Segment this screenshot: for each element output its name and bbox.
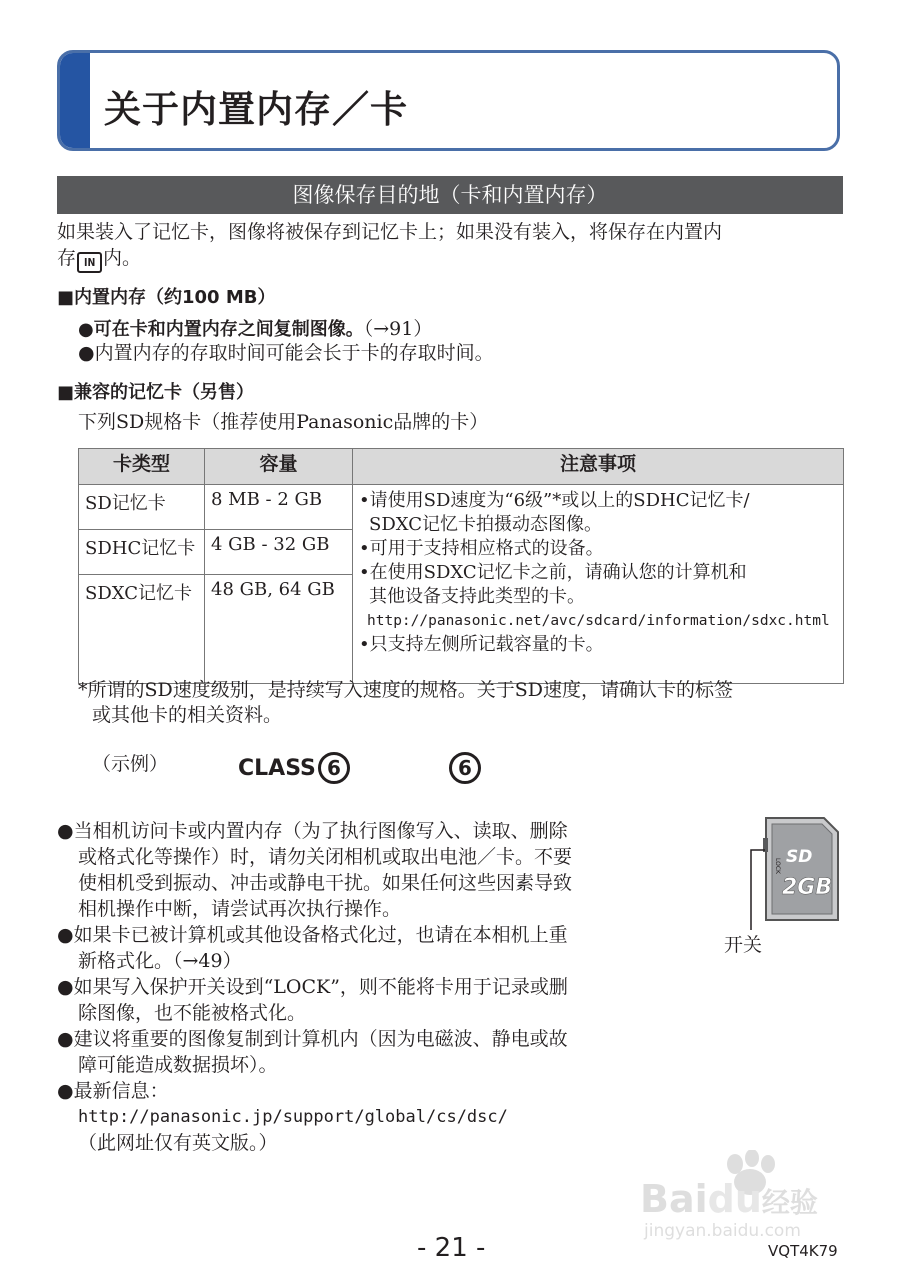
switch-label: 开关 [724, 934, 763, 956]
internal-memory-icon [77, 252, 102, 273]
note-supported-capacity: •只支持左侧所记载容量的卡。 [359, 634, 604, 655]
class-logo-text: CLASS [238, 755, 316, 781]
note-line: 障可能造成数据损坏）。 [78, 1054, 278, 1076]
svg-text:Baidu经验 [640, 1177, 818, 1221]
note-line: 新格式化。（→49） [78, 950, 242, 972]
internal-memory-heading: ■内置内存（约100 MB） [57, 287, 276, 308]
intro-text-post: 内。 [103, 247, 142, 269]
speed-6-logo [449, 751, 481, 785]
card-spec-table [78, 448, 844, 684]
footnote-line-1: *所谓的SD速度级别，是持续写入速度的规格。关于SD速度，请确认卡的标签 [78, 679, 734, 701]
intro-text-pre: 存 [57, 247, 77, 269]
note-line: 使相机受到振动、冲击或静电干扰。如果任何这些因素导致 [78, 872, 573, 894]
compatible-cards-heading: ■兼容的记忆卡（另售） [57, 382, 255, 403]
card-type-sdxc: SDXC记忆卡 [79, 575, 205, 684]
internal-memory-bullet-1 [78, 316, 432, 343]
document-code: VQT4K79 [768, 1242, 838, 1260]
page-number: - 21 - [417, 1233, 486, 1263]
copy-page-ref: （→91） [363, 318, 433, 340]
sd-logo: SD [786, 847, 813, 867]
column-header-capacity: 容量 [205, 449, 353, 485]
page-title: 关于内置内存／卡 [104, 88, 408, 131]
table-row [79, 485, 844, 530]
column-header-card-type: 卡类型 [79, 449, 205, 485]
watermark-brand-b: du [707, 1177, 762, 1221]
note-line: ●建议将重要的图像复制到计算机内（因为电磁波、静电或故 [57, 1028, 568, 1050]
note-line: ●最新信息： [57, 1080, 169, 1102]
capacity-sdxc: 48 GB, 64 GB [205, 575, 353, 684]
title-accent-bar [60, 53, 90, 148]
class-6-digit: 6 [326, 756, 341, 780]
note-sdxc-check-cont: 其他设备支持此类型的卡。 [369, 586, 585, 607]
capacity-sd: 8 MB - 2 GB [205, 485, 353, 530]
copy-note: ●可在卡和内置内存之间复制图像。 [78, 319, 364, 340]
example-label: （示例） [92, 753, 169, 775]
footnote-line-2: 或其他卡的相关资料。 [92, 704, 283, 726]
class-6-logo [238, 751, 350, 785]
watermark-brand-a: Bai [640, 1177, 708, 1221]
table-header-row [79, 449, 844, 485]
note-line: 相机操作中断，请尝试再次执行操作。 [78, 898, 402, 920]
note-line: ●当相机访问卡或内置内存（为了执行图像写入、读取、删除 [57, 820, 568, 842]
column-header-notes: 注意事项 [353, 449, 844, 485]
notes-cell [353, 485, 844, 684]
support-url: http://panasonic.jp/support/global/cs/dsc/ [78, 1107, 508, 1127]
watermark-url: jingyan.baidu.com [644, 1221, 801, 1241]
note-line: 或格式化等操作）时，请勿关闭相机或取出电池／卡。不要 [78, 846, 573, 868]
speed-6-ring-icon [449, 752, 481, 784]
class-6-ring-icon [318, 752, 350, 784]
note-line: ●如果写入保护开关设到“LOCK”，则不能将卡用于记录或删 [57, 976, 568, 998]
note-sdxc-check: •在使用SDXC记忆卡之前，请确认您的计算机和 [359, 562, 747, 583]
note-line: 除图像，也不能被格式化。 [78, 1002, 307, 1024]
lock-label: LOCK [774, 858, 781, 874]
sd-capacity: 2GB [782, 875, 833, 900]
note-speed-class: •请使用SD速度为“6级”*或以上的SDHC记忆卡/ [359, 490, 750, 511]
capacity-sdhc: 4 GB - 32 GB [205, 530, 353, 575]
watermark-brand-c: 经验 [761, 1186, 818, 1219]
note-compatible-devices: •可用于支持相应格式的设备。 [359, 538, 604, 559]
sd-card-illustration [762, 816, 840, 922]
note-line: （此网址仅有英文版。） [78, 1132, 278, 1154]
section-heading: 图像保存目的地（卡和内置内存） [57, 176, 843, 214]
title-box [57, 50, 840, 151]
switch-pointer-line [745, 840, 769, 932]
internal-memory-icon-label: IN [83, 256, 96, 269]
card-type-sdhc: SDHC记忆卡 [79, 530, 205, 575]
notes-list [57, 818, 572, 1156]
note-line: ●如果卡已被计算机或其他设备格式化过，也请在本相机上重 [57, 924, 568, 946]
card-type-sd: SD记忆卡 [79, 485, 205, 530]
speed-6-digit: 6 [458, 756, 472, 780]
intro-line-2 [57, 245, 141, 273]
baidu-watermark [640, 1150, 850, 1242]
compatible-cards-subtitle: 下列SD规格卡（推荐使用Panasonic品牌的卡） [78, 411, 489, 433]
sdxc-info-url: http://panasonic.net/avc/sdcard/information/sdxc.html [367, 613, 830, 629]
note-speed-class-cont: SDXC记忆卡拍摄动态图像。 [369, 514, 603, 535]
intro-line-1: 如果装入了记忆卡，图像将被保存到记忆卡上；如果没有装入，将保存在内置内 [57, 221, 723, 243]
internal-memory-bullet-2: ●内置内存的存取时间可能会长于卡的存取时间。 [78, 342, 494, 364]
